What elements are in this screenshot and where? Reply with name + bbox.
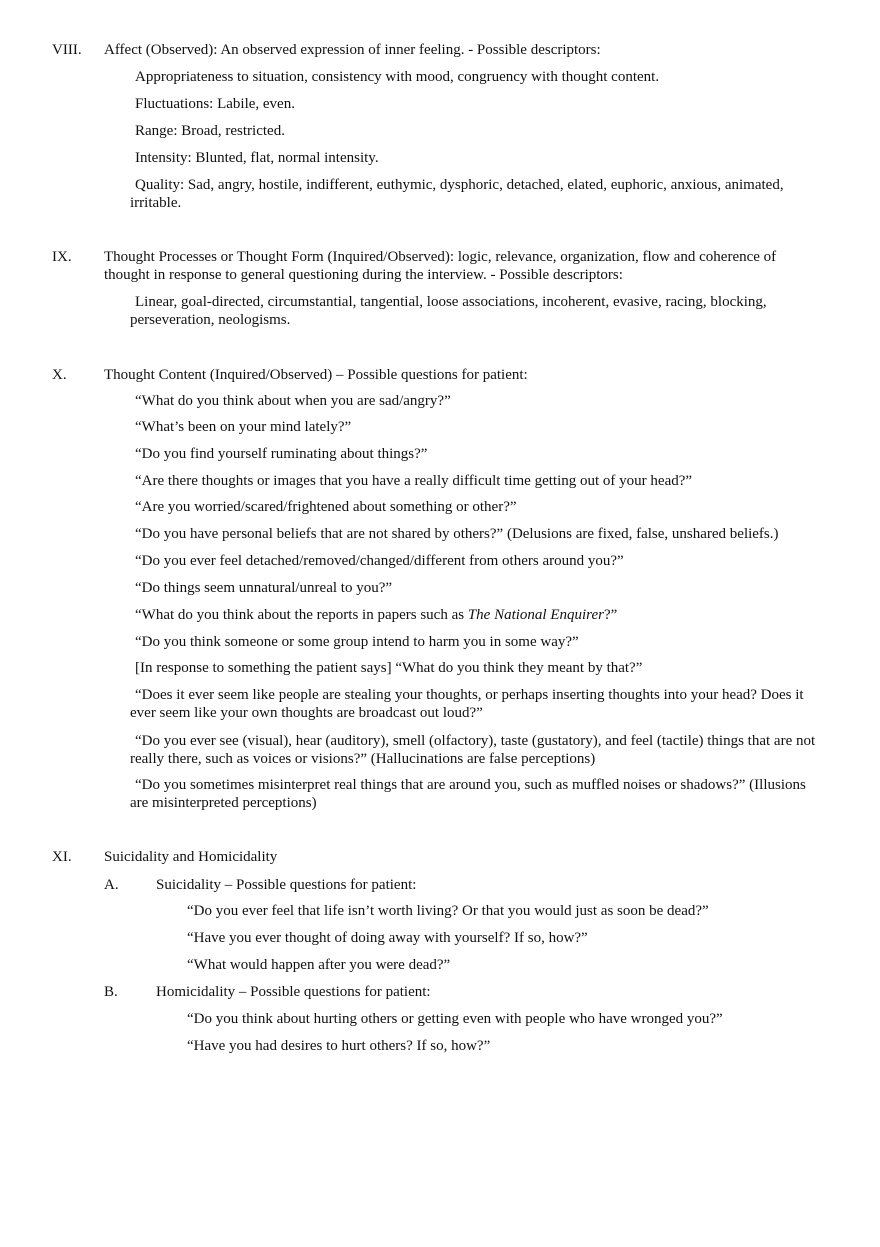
publication-title: The National Enquirer (467, 607, 604, 623)
list-item: Quality: Sad, angry, hostile, indifferent, euthymic, dysphoric, detached, elated, euphoric, anxious, animated, irritable. (130, 177, 784, 211)
list-item: “Do you think about hurting others or getting even with people who have wronged you?” (187, 1011, 723, 1027)
list-item: “What do you think about when you are sad/angry?” (135, 393, 451, 409)
section-numeral: VIII. (52, 42, 82, 58)
list-item (104, 606, 824, 624)
list-item: Fluctuations: Labile, even. (135, 96, 295, 112)
list-item: “Do you ever feel that life isn’t worth living? Or that you would just as soon be dead?” (187, 903, 709, 919)
subsection-title: Homicidality – Possible questions for patient: (156, 984, 431, 1000)
list-item: “What’s been on your mind lately?” (135, 419, 352, 435)
list-item: “Does it ever seem like people are stealing your thoughts, or perhaps inserting thoughts into your head? Does it ever seem like your own thoughts are broadcast out loud?” (130, 687, 804, 721)
list-item: “Are there thoughts or images that you have a really difficult time getting out of your head?” (135, 473, 693, 489)
section-title: Affect (Observed): An observed expression of inner feeling. - Possible descriptors: (104, 42, 601, 58)
list-item: Linear, goal-directed, circumstantial, tangential, loose associations, incoherent, evasive, racing, blocking, perseveration, neologisms. (130, 294, 767, 328)
list-item: “Do you sometimes misinterpret real things that are around you, such as muffled noises or shadows?” (Illusions are misinterpreted perceptions) (130, 777, 806, 811)
list-item: “Do you find yourself ruminating about things?” (135, 446, 428, 462)
section-numeral: X. (52, 367, 67, 383)
subsection-letter: A. (104, 877, 119, 893)
section-title: Suicidality and Homicidality (104, 849, 278, 865)
section-title: Thought Processes or Thought Form (Inquired/Observed): logic, relevance, organization, flow and coherence of thought in response to general questioning during the interview. - Possible descriptors: (104, 249, 777, 283)
list-item: [In response to something the patient says] “What do you think they meant by that?” (135, 660, 643, 676)
section-numeral: XI. (52, 849, 72, 865)
section-title: Thought Content (Inquired/Observed) – Possible questions for patient: (104, 367, 528, 383)
list-item: Intensity: Blunted, flat, normal intensity. (135, 150, 379, 166)
list-item: “Do you think someone or some group intend to harm you in some way?” (135, 634, 579, 650)
list-item: “What would happen after you were dead?” (187, 957, 451, 973)
enquirer-question: “What do you think about the reports in papers such as The National Enquirer?” (135, 607, 618, 623)
list-item: “Are you worried/scared/frightened about something or other?” (135, 499, 517, 515)
list-item: “Have you had desires to hurt others? If so, how?” (187, 1038, 491, 1054)
subsection-title: Suicidality – Possible questions for patient: (156, 877, 417, 893)
list-item: “Do you have personal beliefs that are not shared by others?” (Delusions are fixed, false, unshared beliefs.) (135, 526, 779, 542)
section-numeral: IX. (52, 249, 72, 265)
list-item: Range: Broad, restricted. (135, 123, 285, 139)
list-item: “Do things seem unnatural/unreal to you?” (135, 580, 393, 596)
list-item: “Have you ever thought of doing away with yourself? If so, how?” (187, 930, 588, 946)
list-item: Appropriateness to situation, consistency with mood, congruency with thought content. (135, 69, 660, 85)
list-item: “Do you ever feel detached/removed/changed/different from others around you?” (135, 553, 624, 569)
subsection-letter: B. (104, 984, 118, 1000)
list-item: “Do you ever see (visual), hear (auditory), smell (olfactory), taste (gustatory), and feel (tactile) things that are not really there, such as voices or visions?” (Hallucinations are false perceptions) (130, 733, 816, 767)
